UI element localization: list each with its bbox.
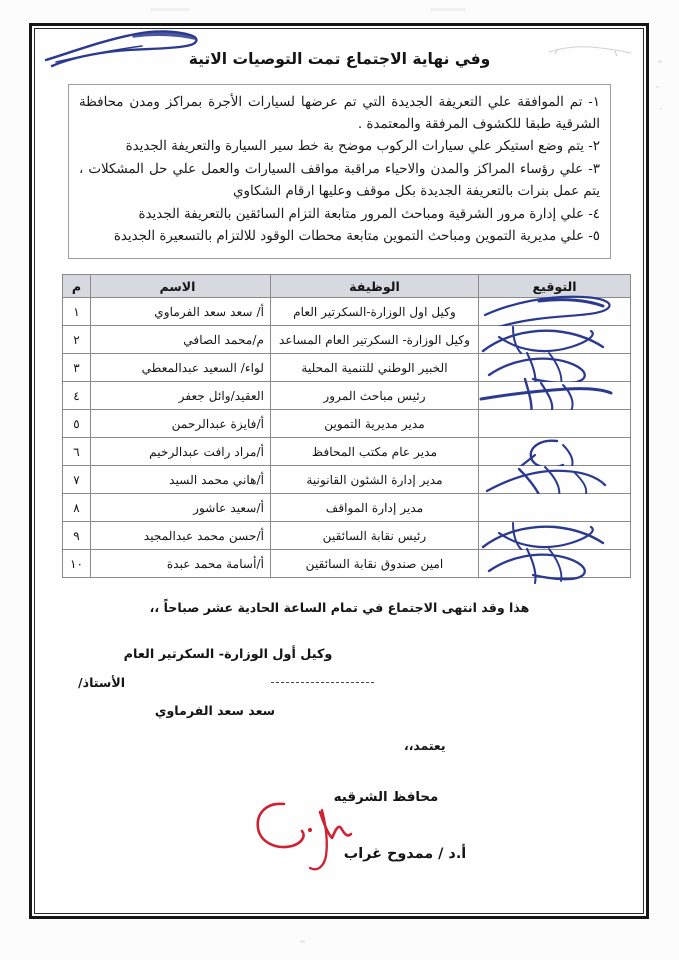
table-row — [63, 410, 631, 438]
secretary-signature-block — [78, 647, 378, 718]
cell-number: ٦ — [63, 438, 91, 466]
recommendations-box — [68, 84, 611, 259]
cell-name: أ/ سعد سعد الفرماوي — [91, 298, 271, 326]
cell-signature — [479, 298, 631, 326]
cell-job: وكيل الوزارة- السكرتير العام المساعد — [271, 326, 479, 354]
column-header-signature: التوقيع — [479, 275, 631, 298]
column-header-number: م — [63, 275, 91, 298]
secretary-prefix-label: الأستاذ/ — [78, 674, 126, 690]
secretary-name: سعد سعد الفرماوي — [154, 703, 276, 718]
cell-number: ٨ — [63, 494, 91, 522]
cell-name: أ/هاني محمد السيد — [91, 466, 271, 494]
recommendation-item: ٤- علي إدارة مرور الشرقية ومباحث المرور متابعة التزام السائقين بالتعريفة الجديدة — [138, 206, 600, 222]
page-title: وفي نهاية الاجتماع تمت التوصيات الاتية — [188, 50, 491, 68]
cell-name: أ/حسن محمد عبدالمجيد — [91, 522, 271, 550]
dashed-signature-rule — [271, 682, 374, 683]
scan-speck — [430, 8, 466, 11]
cell-number: ٣ — [63, 354, 91, 382]
cell-job: مدير مديرية التموين — [271, 410, 479, 438]
cell-job: رئيس نقابة السائقين — [271, 522, 479, 550]
cell-signature — [479, 326, 631, 354]
cell-job: مدير إدارة المواقف — [271, 494, 479, 522]
cell-number: ٤ — [63, 382, 91, 410]
recommendation-item: ٣- علي رؤساء المراكز والمدن والاحياء مراقبة مواقف السيارات والعمل علي حل المشكلات ، يتم عمل بنرات بالتعريفة الجديدة بكل موقف وعليها ارقام الشكاوي — [79, 162, 600, 199]
cell-name: أ/أسامة محمد عبدة — [91, 550, 271, 578]
table-row — [63, 382, 631, 410]
cell-number: ١٠ — [63, 550, 91, 578]
cell-number: ٧ — [63, 466, 91, 494]
cell-signature — [479, 382, 631, 410]
cell-job: امين صندوق نقابة السائقين — [271, 550, 479, 578]
cell-name: أ/سعيد عاشور — [91, 494, 271, 522]
table-header-row — [63, 275, 631, 298]
scan-speck — [660, 108, 662, 110]
cell-number: ١ — [63, 298, 91, 326]
cell-signature — [479, 466, 631, 494]
cell-job: رئيس مباحث المرور — [271, 382, 479, 410]
table-row — [63, 326, 631, 354]
cell-number: ٢ — [63, 326, 91, 354]
cell-job: الخبير الوطني للتنمية المحلية — [271, 354, 479, 382]
governor-name: أ.د / ممدوح غراب — [343, 846, 467, 862]
table-row — [63, 522, 631, 550]
cell-name: أ/مراد رافت عبدالرخيم — [91, 438, 271, 466]
cell-signature — [479, 494, 631, 522]
scan-speck — [656, 86, 659, 88]
column-header-name: الاسم — [91, 275, 271, 298]
table-row — [63, 466, 631, 494]
approval-label: يعتمد،، — [404, 738, 446, 753]
secretary-signature-line — [78, 671, 378, 693]
recommendation-item: ١- تم الموافقة علي التعريفة الجديدة التي تم عرضها لسيارات الأجرة بمراكز ومدن محافظة الشرقية طبقا للكشوف المرفقة والمعتمدة . — [79, 95, 600, 132]
cell-number: ٥ — [63, 410, 91, 438]
cell-signature — [479, 550, 631, 578]
table-row — [63, 494, 631, 522]
recommendation-item: ٢- يتم وضع استيكر علي سيارات الركوب موضح بة خط سير السيارة والتعريفة الجديدة — [125, 139, 600, 155]
cell-name: لواء/ السعيد عبدالمعطي — [91, 354, 271, 382]
cell-number: ٩ — [63, 522, 91, 550]
cell-name: م/محمد الصافي — [91, 326, 271, 354]
table-row — [63, 354, 631, 382]
cell-name: أ/فايزة عبدالرحمن — [91, 410, 271, 438]
cell-name: العقيد/وائل جعفر — [91, 382, 271, 410]
cell-signature — [479, 438, 631, 466]
cell-job: مدير إدارة الشئون القانونية — [271, 466, 479, 494]
governor-title: محافظ الشرقيه — [333, 790, 439, 805]
cell-signature — [479, 354, 631, 382]
scan-speck — [150, 8, 190, 11]
attendees-table — [62, 274, 631, 578]
closing-statement: هذا وقد انتهى الاجتماع في تمام الساعة الحادية عشر صباحاً ،، — [149, 600, 530, 615]
cell-signature — [479, 522, 631, 550]
secretary-title: وكيل أول الوزارة- السكرتير العام — [123, 647, 333, 662]
column-header-job: الوظيفة — [271, 275, 479, 298]
governor-signature-block — [255, 790, 555, 862]
table-row — [63, 550, 631, 578]
scan-speck — [300, 940, 305, 943]
cell-job: وكيل اول الوزارة-السكرتير العام — [271, 298, 479, 326]
table-row — [63, 298, 631, 326]
recommendation-item: ٥- علي مديرية التموين ومباحث التموين متابعة محطات الوقود للالتزام بالتسعيرة الجديدة — [113, 229, 600, 245]
cell-signature — [479, 410, 631, 438]
cell-job: مدير عام مكتب المحافظ — [271, 438, 479, 466]
table-row — [63, 438, 631, 466]
